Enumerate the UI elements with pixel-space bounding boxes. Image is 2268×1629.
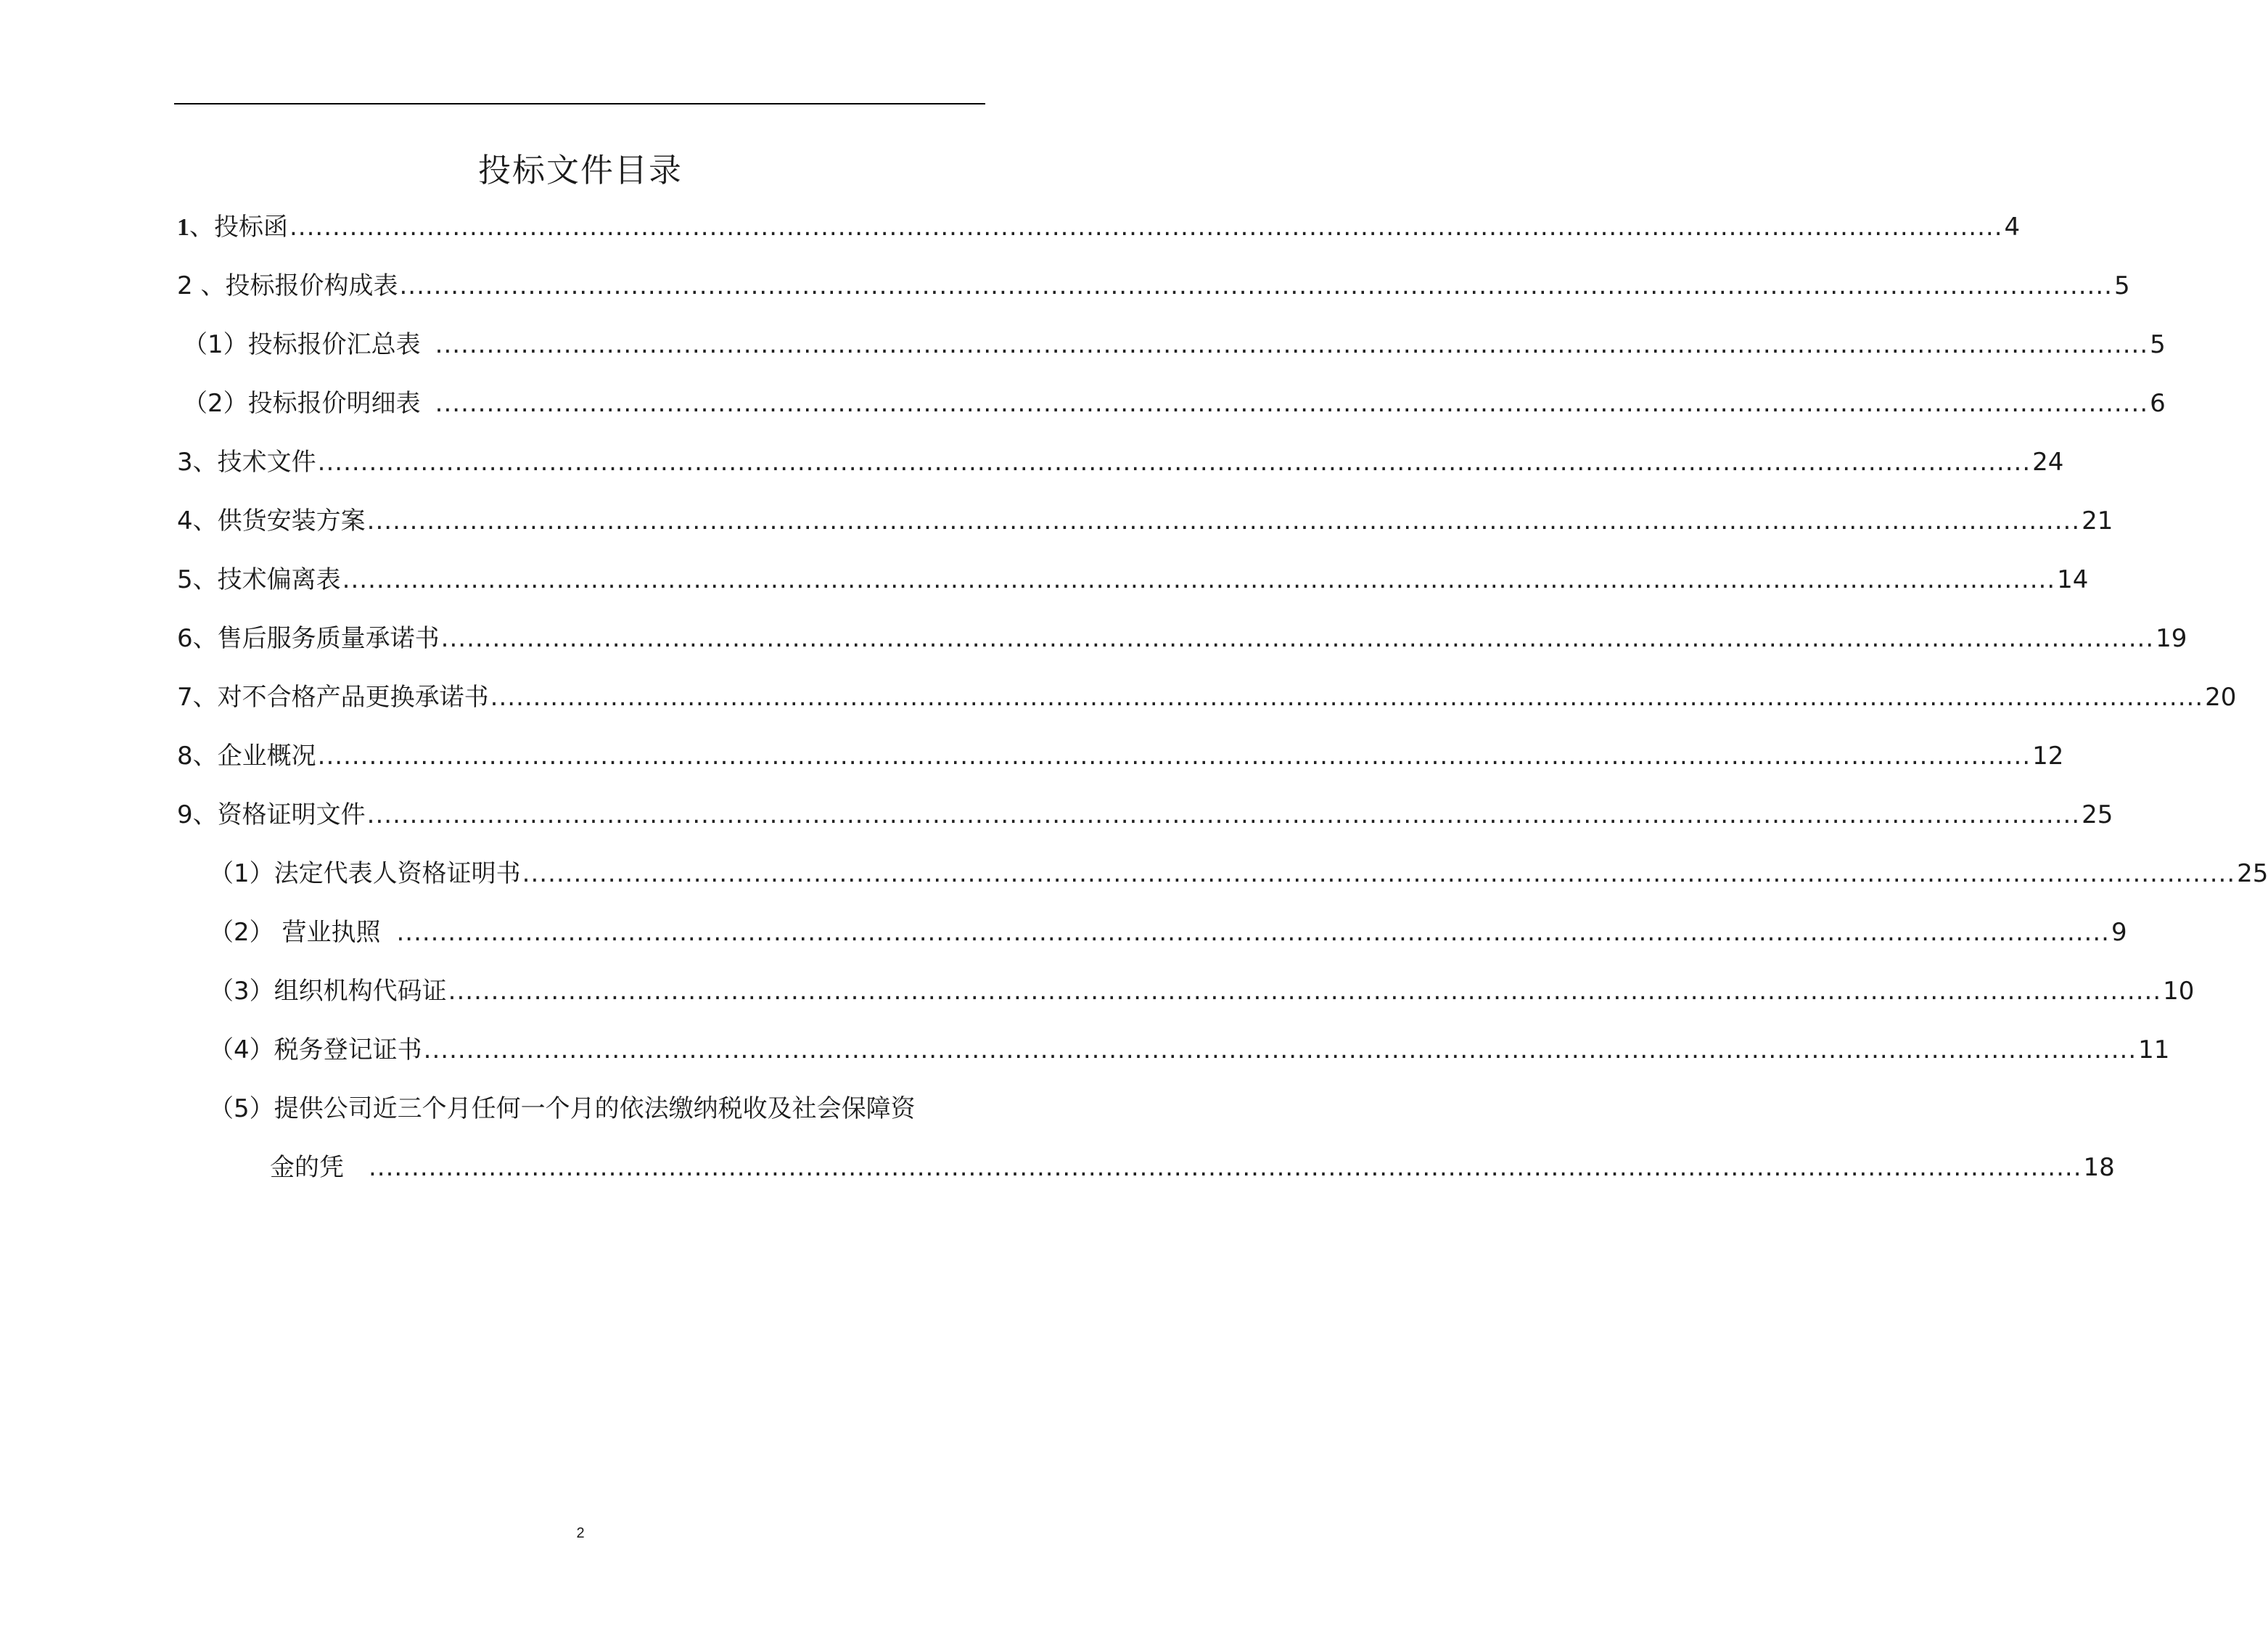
page-number: 2 — [576, 1525, 585, 1541]
toc-entry-label: 1、投标函 — [177, 213, 288, 242]
toc-entry-page: 10 — [2163, 977, 2195, 1006]
toc-entry-label: （4）税务登记证书 — [209, 1035, 422, 1064]
toc-entry-6[interactable] — [177, 622, 2187, 655]
toc-entry-9-2[interactable] — [209, 916, 2127, 949]
toc-leader-dots: ........................................................................................................................................................................................................ — [435, 330, 2149, 359]
toc-entry-9-1[interactable] — [209, 857, 2268, 890]
toc-entry-8[interactable] — [177, 739, 2064, 773]
toc-entry-label: 8、企业概况 — [177, 742, 316, 771]
toc-entry-page: 25 — [2082, 800, 2113, 829]
toc-entry-label: （1）投标报价汇总表 — [183, 330, 421, 359]
toc-entry-9-5-line-1[interactable] — [209, 1092, 916, 1125]
toc-entry-label: （3）组织机构代码证 — [209, 977, 447, 1006]
toc-entry-page: 11 — [2138, 1035, 2170, 1064]
toc-entry-label: 6、售后服务质量承诺书 — [177, 624, 440, 653]
toc-entry-5[interactable] — [177, 563, 2089, 596]
toc-leader-dots: ........................................................................................................................................................................................................ — [342, 565, 2056, 594]
toc-entry-label: 9、资格证明文件 — [177, 800, 366, 829]
toc-entry-label-cont: 金的凭 — [270, 1153, 344, 1182]
toc-leader-dots: ........................................................................................................................................................................................................ — [423, 1035, 2137, 1064]
toc-entry-1[interactable] — [177, 210, 2021, 245]
toc-entry-label: （1）法定代表人资格证明书 — [209, 859, 521, 888]
toc-entry-label: （5）提供公司近三个月任何一个月的依法缴纳税收及社会保障资 — [209, 1094, 916, 1123]
toc-entry-label: 2 、投标报价构成表 — [177, 271, 398, 300]
toc-entry-9[interactable] — [177, 798, 2113, 832]
toc-entry-label: 4、供货安装方案 — [177, 506, 366, 536]
toc-entry-9-4[interactable] — [209, 1033, 2170, 1067]
toc-entry-label: 5、技术偏离表 — [177, 565, 341, 594]
toc-entry-2[interactable] — [177, 269, 2130, 303]
toc-entry-9-5-line-2[interactable] — [270, 1151, 2115, 1184]
toc-entry-3[interactable] — [177, 446, 2064, 479]
toc-entry-2-1[interactable] — [183, 328, 2166, 361]
toc-entry-label: 3、技术文件 — [177, 448, 316, 477]
toc-leader-dots: ........................................................................................................................................................................................................ — [317, 742, 2031, 771]
toc-leader-dots: ........................................................................................................................................................................................................ — [490, 683, 2204, 712]
toc-entry-7[interactable] — [177, 681, 2237, 714]
toc-entry-page: 9 — [2111, 918, 2127, 947]
toc-entry-label: （2）投标报价明细表 — [183, 389, 421, 418]
toc-leader-dots: ........................................................................................................................................................................................................ — [399, 271, 2113, 300]
page-title: 投标文件目录 — [477, 151, 683, 189]
toc-entry-page: 6 — [2150, 389, 2166, 418]
toc-entry-page: 4 — [2004, 213, 2021, 242]
toc-entry-page: 19 — [2156, 624, 2187, 653]
toc-entry-page: 24 — [2032, 448, 2064, 477]
toc-entry-page: 20 — [2205, 683, 2237, 712]
toc-entry-page: 5 — [2113, 271, 2130, 300]
toc-leader-dots: ........................................................................................................................................................................................................ — [366, 800, 2081, 829]
toc-entry-9-3[interactable] — [209, 974, 2195, 1008]
toc-leader-dots: ........................................................................................................................................................................................................ — [522, 859, 2236, 888]
toc-entry-4[interactable] — [177, 504, 2113, 538]
toc-entry-page: 12 — [2032, 742, 2064, 771]
toc-entry-page: 25 — [2237, 859, 2268, 888]
toc-entry-label: 7、对不合格产品更换承诺书 — [177, 683, 489, 712]
toc-leader-dots: ........................................................................................................................................................................................................ — [289, 213, 2003, 242]
toc-leader-dots: ........................................................................................................................................................................................................ — [366, 506, 2081, 536]
toc-entry-page: 5 — [2150, 330, 2166, 359]
toc-leader-dots: ........................................................................................................................................................................................................ — [369, 1153, 2082, 1182]
toc-entry-label: （2） 营业执照 — [209, 918, 381, 947]
toc-leader-dots: ........................................................................................................................................................................................................ — [396, 918, 2110, 947]
toc-entry-page: 14 — [2057, 565, 2089, 594]
toc-leader-dots: ........................................................................................................................................................................................................ — [448, 977, 2162, 1006]
toc-entry-2-2[interactable] — [183, 387, 2166, 420]
toc-leader-dots: ........................................................................................................................................................................................................ — [440, 624, 2155, 653]
toc-leader-dots: ........................................................................................................................................................................................................ — [317, 448, 2031, 477]
toc-leader-dots: ........................................................................................................................................................................................................ — [435, 389, 2149, 418]
toc-entry-page: 18 — [2083, 1153, 2115, 1182]
header-rule — [174, 103, 985, 104]
toc-entry-page: 21 — [2082, 506, 2113, 536]
